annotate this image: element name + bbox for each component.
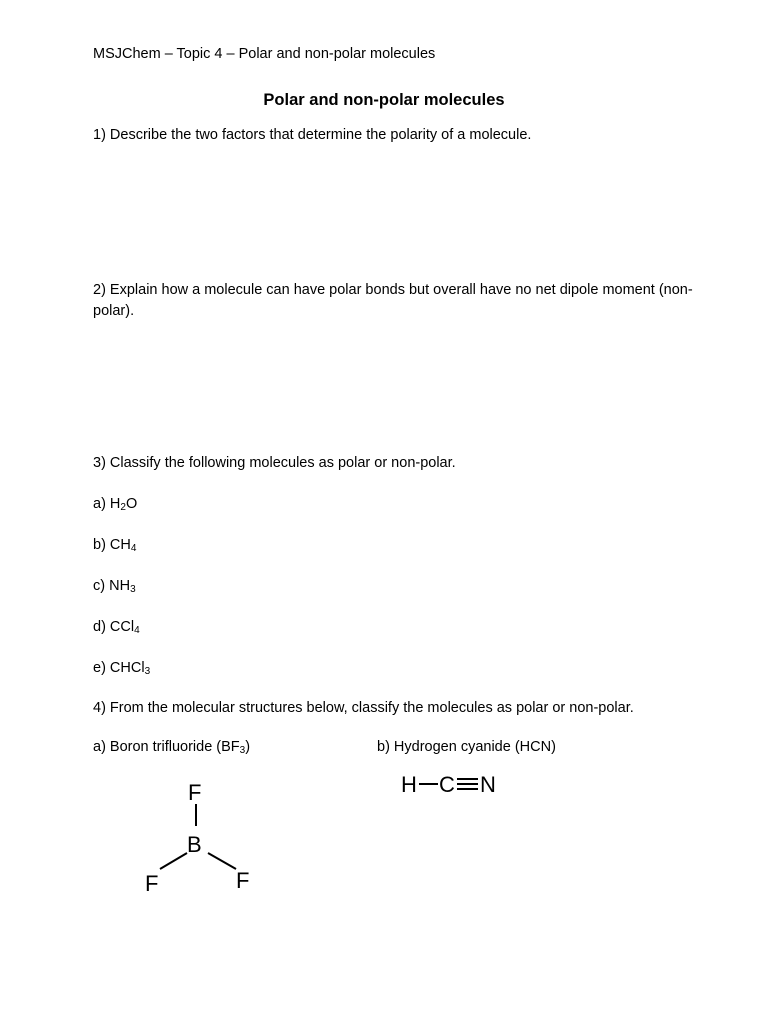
molecule-item-chcl3: e) CHCl$_3$	[93, 660, 151, 677]
question-4: 4) From the molecular structures below, classify the molecules as polar or non-polar.	[93, 700, 634, 716]
molecule-item-ch4: b) $CH_4$	[93, 537, 137, 554]
bf3-atom-right-f: F	[236, 868, 250, 893]
molecule-item-nh3: c) $NH_3$	[93, 578, 136, 595]
bf3-structure	[130, 770, 270, 900]
bf3-atom-top-f: F	[188, 780, 202, 805]
molecule-item-h2o: a) $H_2O$	[93, 496, 138, 513]
question-1: 1) Describe the two factors that determine the polarity of a molecule.	[93, 127, 532, 143]
bf3-bond-right	[208, 853, 236, 869]
bf3-atom-left-f: F	[145, 871, 159, 896]
bf3-caption: a) Boron trifluoride $(BF_3)$	[93, 739, 251, 756]
hcn-structure	[395, 768, 515, 802]
worksheet-header: MSJChem – Topic 4 – Polar and non-polar molecules	[93, 46, 436, 62]
question-2: 2) Explain how a molecule can have polar bonds but overall have no net dipole moment (non-polar).	[93, 282, 693, 319]
bf3-atom-b: B	[187, 832, 202, 857]
hcn-atom-c: C	[439, 772, 455, 797]
molecule-item-ccl4: d) CCl$_4$	[93, 619, 140, 636]
hcn-caption: b) Hydrogen cyanide (HCN)	[377, 739, 556, 755]
question-3: 3) Classify the following molecules as polar or non-polar.	[93, 455, 456, 471]
bf3-bond-left	[160, 853, 187, 869]
page-title: Polar and non-polar molecules	[263, 91, 505, 109]
hcn-atom-h: H	[401, 772, 417, 797]
hcn-atom-n: N	[480, 772, 496, 797]
